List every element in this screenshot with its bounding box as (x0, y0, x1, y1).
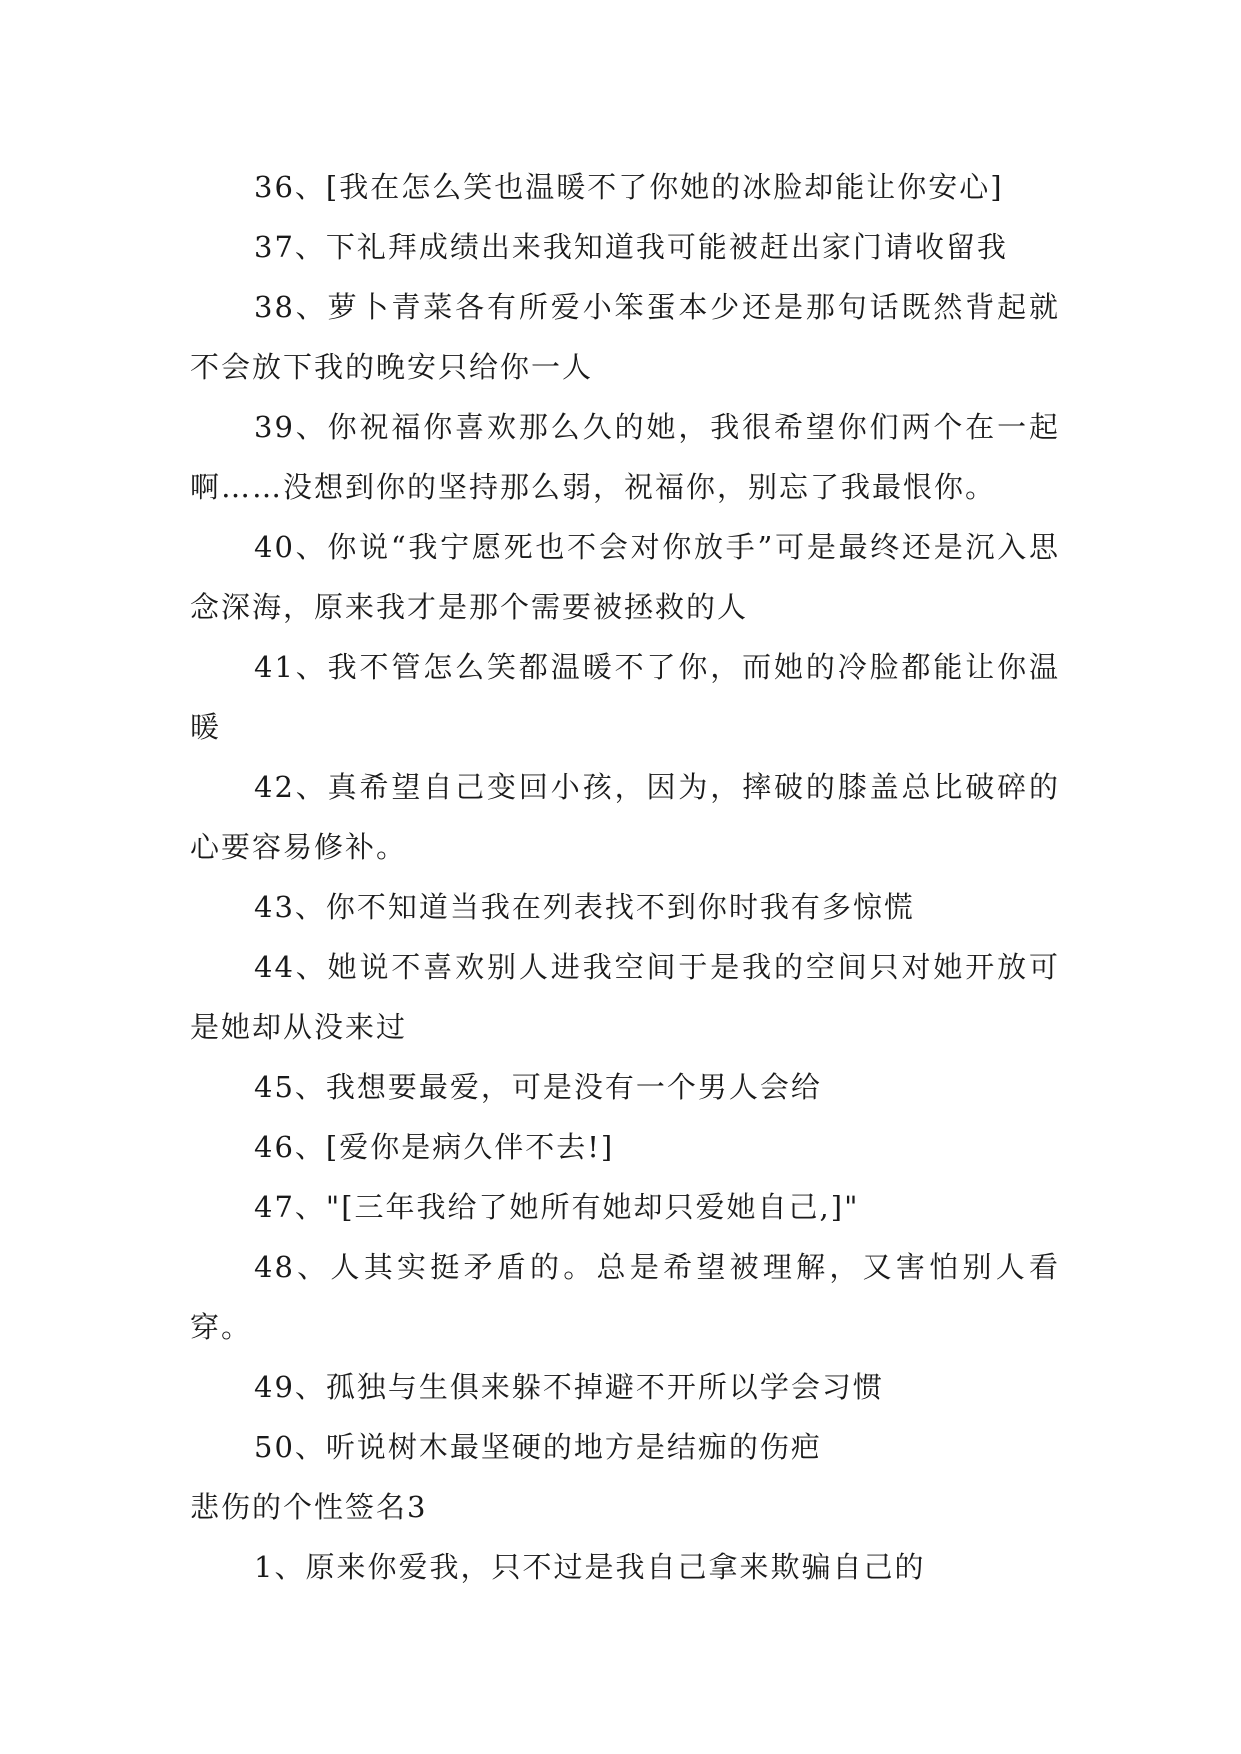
paragraph-49: 49、孤独与生俱来躲不掉避不开所以学会习惯 (254, 1370, 884, 1404)
paragraph-43: 43、你不知道当我在列表找不到你时我有多惊慌 (254, 890, 915, 924)
section-heading: 悲伤的个性签名3 (190, 1490, 428, 1524)
paragraph-46: 46、[爱你是病久伴不去!] (254, 1130, 615, 1164)
paragraph-45: 45、我想要最爱，可是没有一个男人会给 (254, 1070, 822, 1104)
paragraph-36: 36、[我在怎么笑也温暖不了你她的冰脸却能让你安心] (254, 170, 1004, 204)
paragraph-42: 42、真希望自己变回小孩，因为，摔破的膝盖总比破碎的心要容易修补。 (190, 770, 1060, 864)
section-paragraph-1: 1、原来你爱我，只不过是我自己拿来欺骗自己的 (254, 1550, 926, 1584)
paragraph-38: 38、萝卜青菜各有所爱小笨蛋本少还是那句话既然背起就不会放下我的晚安只给你一人 (190, 290, 1060, 384)
paragraph-48: 48、人其实挺矛盾的。总是希望被理解，又害怕别人看穿。 (190, 1250, 1060, 1344)
paragraph-44: 44、她说不喜欢别人进我空间于是我的空间只对她开放可是她却从没来过 (190, 950, 1060, 1044)
paragraph-39: 39、你祝福你喜欢那么久的她，我很希望你们两个在一起啊……没想到你的坚持那么弱，祝福你，别忘了我最恨你。 (190, 410, 1060, 504)
document-body (190, 157, 1060, 1597)
paragraph-47: 47、"[三年我给了她所有她却只爱她自己,]" (254, 1190, 860, 1224)
paragraph-50: 50、听说树木最坚硬的地方是结痂的伤疤 (254, 1430, 822, 1464)
paragraph-40: 40、你说“我宁愿死也不会对你放手”可是最终还是沉入思念深海，原来我才是那个需要被拯救的人 (190, 530, 1060, 624)
paragraph-37: 37、下礼拜成绩出来我知道我可能被赶出家门请收留我 (254, 230, 1008, 264)
paragraph-41: 41、我不管怎么笑都温暖不了你，而她的冷脸都能让你温暖 (190, 650, 1060, 744)
